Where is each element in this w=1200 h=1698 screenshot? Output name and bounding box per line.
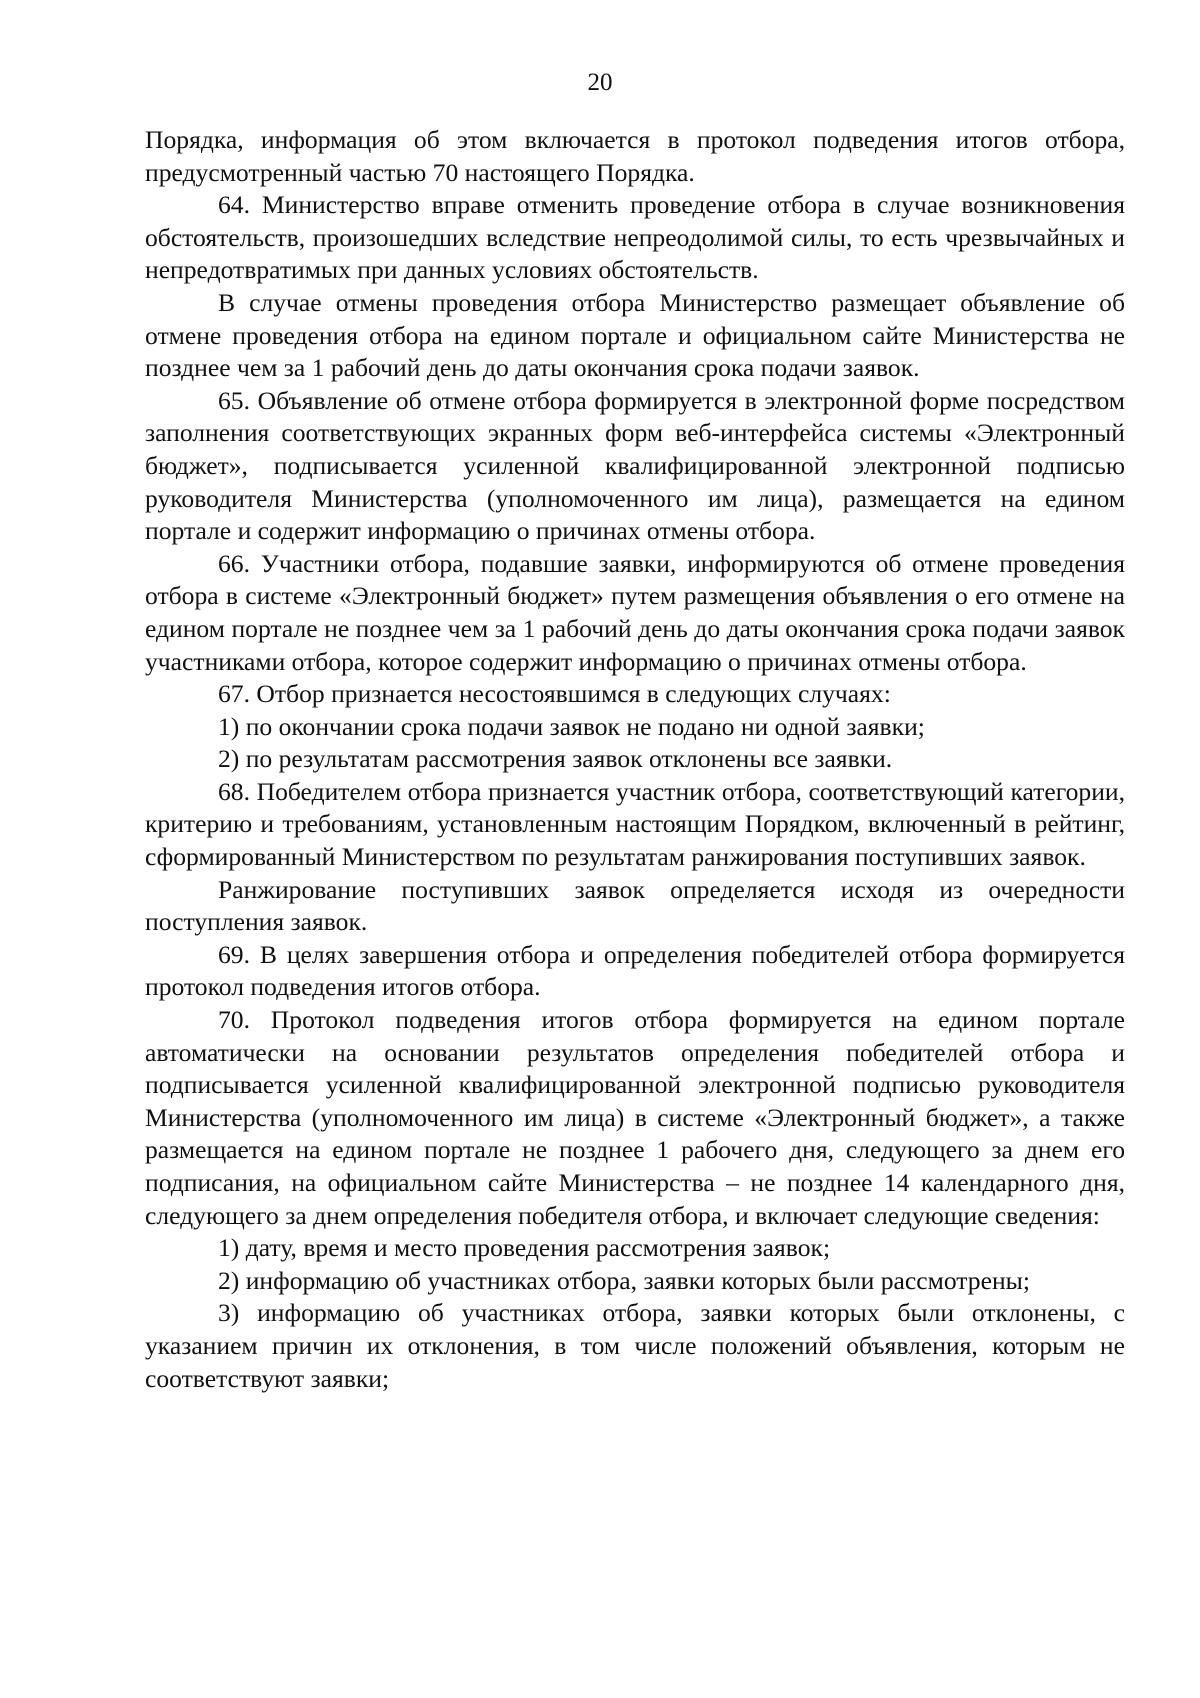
paragraph-clause-67-item-2: 2) по результатам рассмотрения заявок отклонены все заявки. <box>218 744 893 774</box>
paragraph-ranking: Ранжирование поступивших заявок определяется исходя из очередности поступления заявок. <box>145 874 1125 937</box>
paragraph-clause-70-item-1: 1) дату, время и место проведения рассмотрения заявок; <box>218 1233 831 1263</box>
paragraph-clause-64: 64. Министерство вправе отменить проведение отбора в случае возникновения обстоятельств, произошедших вследствие непреодолимой силы, то есть чрезвычайных и непредотвратимых при данных условиях обстоятельств. <box>145 190 1125 285</box>
paragraph-clause-70-item-3: 3) информацию об участниках отбора, заявки которых были отклонены, с указанием причин их отклонения, в том числе положений объявления, которым не соответствуют заявки; <box>145 1298 1125 1393</box>
paragraph-clause-65: 65. Объявление об отмене отбора формируется в электронной форме посредством заполнения соответствующих экранных форм веб-интерфейса системы «Электронный бюджет», подписывается усиленной квалифицированной электронной подписью руководителя Министерства (уполномоченного им лица), размещается на едином портале и содержит информацию о причинах отмены отбора. <box>145 385 1125 546</box>
paragraph-clause-67-item-1: 1) по окончании срока подачи заявок не подано ни одной заявки; <box>218 711 925 741</box>
document-body <box>145 124 1125 1395</box>
paragraph-clause-68: 68. Победителем отбора признается участник отбора, соответствующий категории, критерию и требованиям, установленным настоящим Порядком, включенный в рейтинг, сформированный Министерством по результатам ранжирования поступивших заявок. <box>145 776 1125 872</box>
paragraph-clause-69: 69. В целях завершения отбора и определения победителей отбора формируется протокол подведения итогов отбора. <box>145 939 1125 1002</box>
paragraph-cancellation-notice: В случае отмены проведения отбора Министерство размещает объявление об отмене проведения отбора на едином портале и официальном сайте Министерства не позднее чем за 1 рабочий день до даты окончания срока подачи заявок. <box>145 287 1125 383</box>
paragraph-continuation: Порядка, информация об этом включается в протокол подведения итогов отбора, предусмотренный частью 70 настоящего Порядка. <box>145 125 1125 187</box>
paragraph-clause-66: 66. Участники отбора, подавшие заявки, информируются об отмене проведения отбора в системе «Электронный бюджет» путем размещения объявления о его отмене на едином портале не позднее чем за 1 рабочий день до даты окончания срока подачи заявок участниками отбора, которое содержит информацию о причинах отмены отбора. <box>145 548 1125 676</box>
page-number: 20 <box>587 69 613 96</box>
paragraph-clause-67: 67. Отбор признается несостоявшимся в следующих случаях: <box>218 679 891 709</box>
paragraph-clause-70-item-2: 2) информацию об участниках отбора, заявки которых были рассмотрены; <box>218 1265 1030 1295</box>
paragraph-clause-70: 70. Протокол подведения итогов отбора формируется на едином портале автоматически на основании результатов определения победителей отбора и подписывается усиленной квалифицированной электронной подписью руководителя Министерства (уполномоченного им лица) в системе «Электронный бюджет», а также размещается на едином портале не позднее 1 рабочего дня, следующего за днем его подписания, на официальном сайте Министерства – не позднее 14 календарного дня, следующего за днем определения победителя отбора, и включает следующие сведения: <box>145 1005 1125 1230</box>
